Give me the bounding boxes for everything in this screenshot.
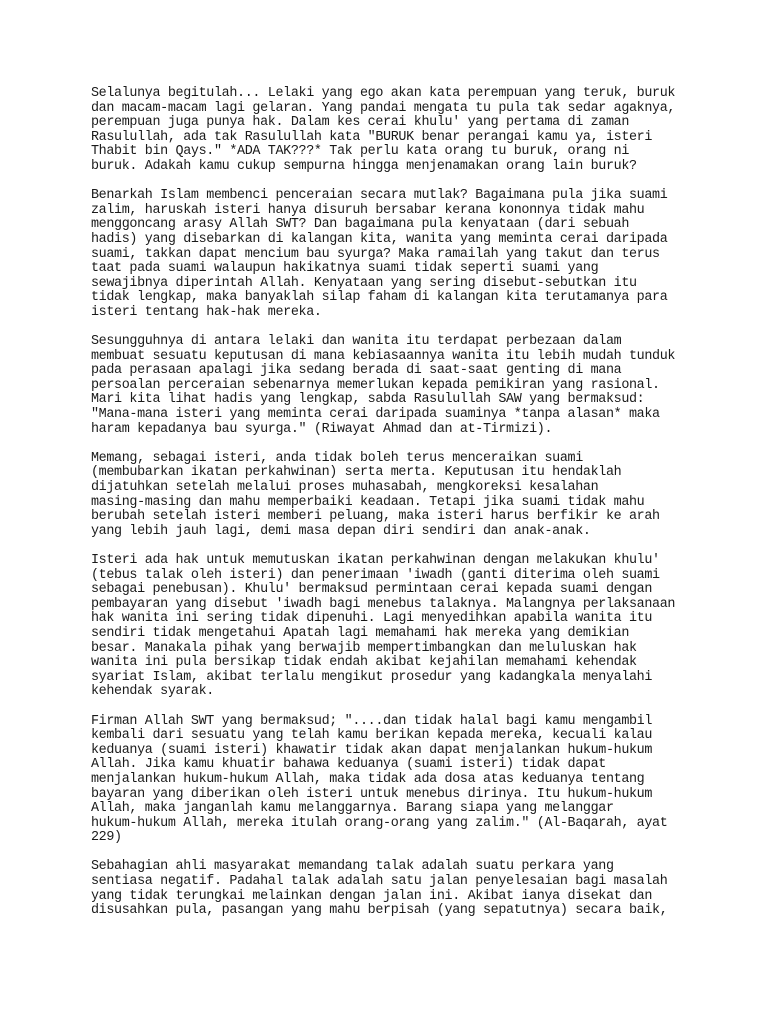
text-line: Isteri ada hak untuk memutuskan ikatan perkahwinan dengan melakukan khulu' bbox=[91, 553, 660, 568]
text-line: hukum-hukum Allah, mereka itulah orang-orang yang zalim." (Al-Baqarah, ayat bbox=[91, 815, 668, 831]
text-line: isteri tentang hak-hak mereka. bbox=[91, 304, 322, 320]
text-line: keduanya (suami isteri) khawatir tidak akan dapat menjalankan hukum-hukum bbox=[91, 742, 653, 758]
text-line: Selalunya begitulah... Lelaki yang ego akan kata perempuan yang teruk, buruk bbox=[91, 86, 676, 101]
paragraph bbox=[91, 452, 731, 540]
text-line: masing-masing dan mahu memperbaiki keadaan. Tetapi jika suami tidak mahu bbox=[91, 494, 645, 510]
text-line: Sebahagian ahli masyarakat memandang talak adalah suatu perkara yang bbox=[91, 859, 614, 875]
text-line: Sesungguhnya di antara lelaki dan wanita itu terdapat perbezaan dalam bbox=[91, 334, 622, 350]
text-line: suami, takkan dapat mencium bau syurga? Maka ramailah yang takut dan terus bbox=[91, 246, 660, 262]
text-line: (membubarkan ikatan perkahwinan) serta merta. Keputusan itu hendaklah bbox=[91, 465, 622, 481]
text-line: Rasulullah, ada tak Rasulullah kata "BURUK benar perangai kamu ya, isteri bbox=[91, 129, 653, 145]
text-line: Thabit bin Qays." *ADA TAK???* Tak perlu kata orang tu buruk, orang ni bbox=[91, 144, 629, 160]
text-line: zalim, haruskah isteri hanya disuruh bersabar kerana kononnya tidak mahu bbox=[91, 202, 645, 218]
text-line: persoalan perceraian sebenarnya memerlukan kepada pemikiran yang rasional. bbox=[91, 377, 660, 393]
text-line: bayaran yang diberikan oleh isteri untuk menebus dirinya. Itu hukum-hukum bbox=[91, 786, 653, 802]
text-line: Mari kita lihat hadis yang lengkap, sabda Rasulullah SAW yang bermaksud: bbox=[91, 392, 645, 408]
text-line: sendiri tidak mengetahui Apatah lagi memahami hak mereka yang demikian bbox=[91, 625, 629, 641]
text-line: Allah, maka janganlah kamu melanggarnya. Barang siapa yang melanggar bbox=[91, 801, 614, 817]
text-line: pada perasaan apalagi jika sedang berada di saat-saat genting di mana bbox=[91, 363, 622, 379]
paragraph bbox=[91, 715, 731, 846]
text-line: menggoncang arasy Allah SWT? Dan bagaimana pula kenyataan (dari sebuah bbox=[91, 217, 629, 233]
text-line: Allah. Jika kamu khuatir bahawa keduanya (suami isteri) tidak dapat bbox=[91, 757, 606, 773]
text-line: kehendak syarak. bbox=[91, 684, 214, 700]
text-line: Firman Allah SWT yang bermaksud; "....dan tidak halal bagi kamu mengambil bbox=[91, 713, 653, 729]
text-line: "Mana-mana isteri yang meminta cerai daripada suaminya *tanpa alasan* maka bbox=[91, 407, 660, 423]
text-line: menjalankan hukum-hukum Allah, maka tidak ada dosa atas keduanya tentang bbox=[91, 771, 645, 787]
text-line: (tebus talak oleh isteri) dan penerimaan 'iwadh (ganti diterima oleh suami bbox=[91, 567, 660, 583]
text-line: sewajibnya diperintah Allah. Kenyataan yang sering disebut-sebutkan itu bbox=[91, 275, 637, 291]
text-line: buruk. Adakah kamu cukup sempurna hingga menjenamakan orang lain buruk? bbox=[91, 158, 637, 174]
text-line: hadis) yang disebarkan di kalangan kita, wanita yang meminta cerai daripada bbox=[91, 231, 668, 247]
text-line: syariat Islam, akibat terlalu mengikut prosedur yang kadangkala menyalahi bbox=[91, 669, 653, 685]
text-line: Memang, sebagai isteri, anda tidak boleh terus menceraikan suami bbox=[91, 450, 583, 466]
text-line: haram kepadanya bau syurga." (Riwayat Ahmad dan at-Tirmizi). bbox=[91, 421, 553, 437]
text-line: dijatuhkan setelah melalui proses muhasabah, mengkoreksi kesalahan bbox=[91, 480, 599, 496]
text-line: hak wanita ini sering tidak dipenuhi. Lagi menyedihkan apabila wanita itu bbox=[91, 611, 653, 627]
text-line: kembali dari sesuatu yang telah kamu berikan kepada mereka, kecuali kalau bbox=[91, 728, 653, 744]
paragraph bbox=[91, 87, 731, 175]
text-line: disusahkan pula, pasangan yang mahu berpisah (yang sepatutnya) secara baik, bbox=[91, 903, 668, 919]
text-line: yang lebih jauh lagi, demi masa depan diri sendiri dan anak-anak. bbox=[91, 523, 591, 539]
text-line: pembayaran yang disebut 'iwadh bagi menebus talaknya. Malangnya perlaksanaan bbox=[91, 596, 676, 612]
text-line: sentiasa negatif. Padahal talak adalah satu jalan penyelesaian bagi masalah bbox=[91, 874, 668, 890]
paragraph bbox=[91, 554, 731, 700]
paragraph bbox=[91, 189, 731, 320]
text-line: wanita ini pula bersikap tidak endah akibat kejahilan memahami kehendak bbox=[91, 655, 637, 671]
text-line: taat pada suami walaupun hakikatnya suami tidak seperti suami yang bbox=[91, 261, 599, 277]
text-line: besar. Manakala pihak yang berwajib mempertimbangkan dan meluluskan hak bbox=[91, 640, 637, 656]
text-line: Benarkah Islam membenci penceraian secara mutlak? Bagaimana pula jika suami bbox=[91, 188, 668, 204]
document-body bbox=[91, 87, 731, 933]
text-line: tidak lengkap, maka banyaklah silap faham di kalangan kita terutamanya para bbox=[91, 290, 668, 306]
text-line: berubah setelah isteri memberi peluang, maka isteri harus berfikir ke arah bbox=[91, 509, 660, 525]
text-line: 229) bbox=[91, 830, 122, 846]
text-line: perempuan juga punya hak. Dalam kes cerai khulu' yang pertama di zaman bbox=[91, 115, 629, 131]
text-line: sebagai penebusan). Khulu' bermaksud permintaan cerai kepada suami dengan bbox=[91, 582, 653, 598]
text-line: yang tidak terungkai melainkan dengan jalan ini. Akibat ianya disekat dan bbox=[91, 888, 653, 904]
text-line: membuat sesuatu keputusan di mana kebiasaannya wanita itu lebih mudah tunduk bbox=[91, 348, 676, 364]
paragraph bbox=[91, 860, 731, 918]
text-line: dan macam-macam lagi gelaran. Yang pandai mengata tu pula tak sedar agaknya, bbox=[91, 100, 676, 116]
paragraph bbox=[91, 335, 731, 437]
